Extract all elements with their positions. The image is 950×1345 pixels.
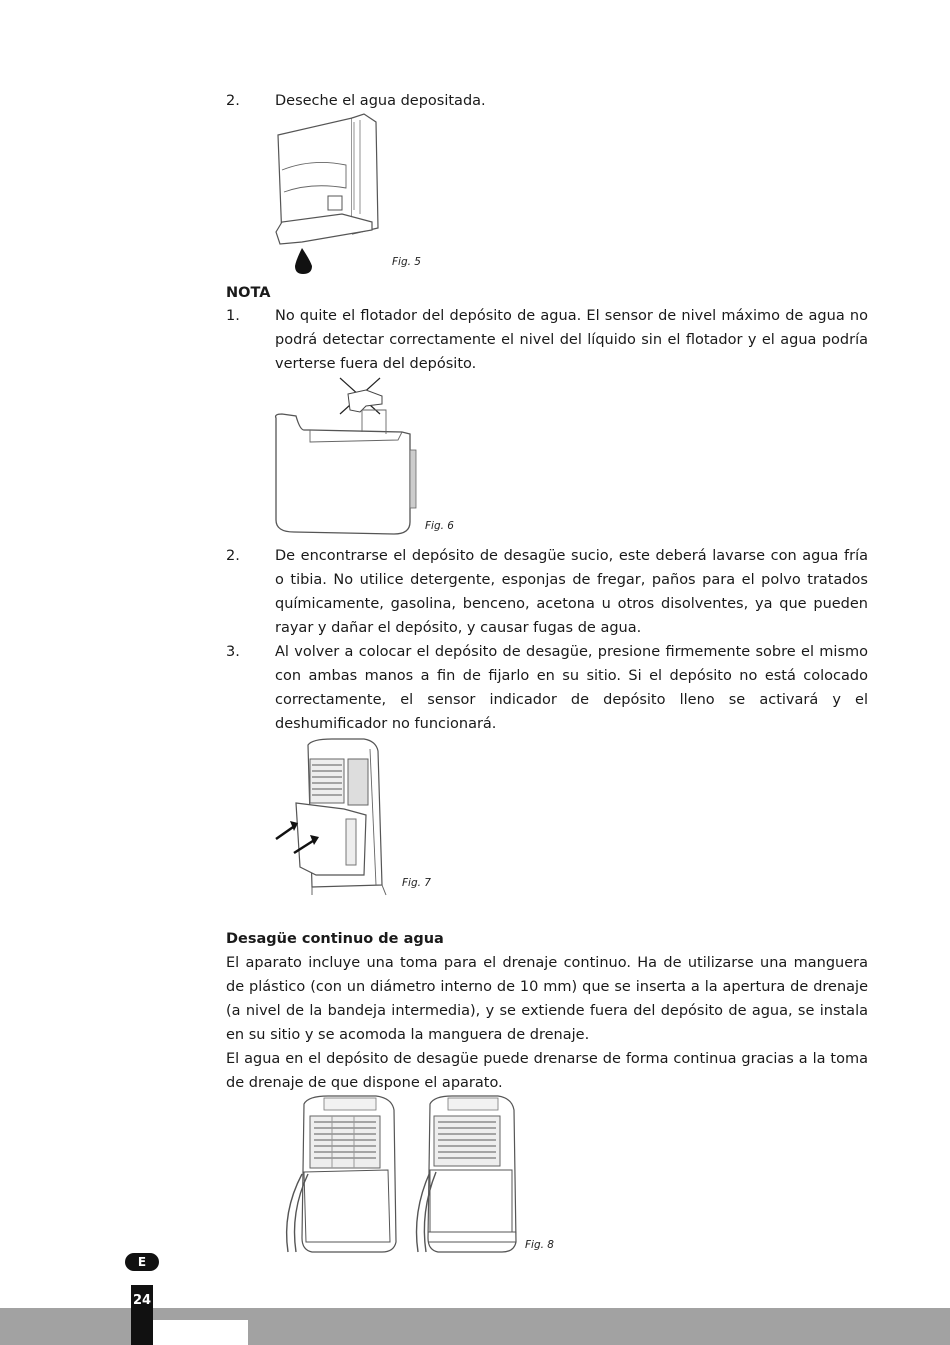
fig5-illustration [272, 110, 387, 275]
step-text: Deseche el agua depositada. [275, 93, 486, 109]
fig6-illustration [270, 374, 420, 539]
step-number: 2. [226, 93, 240, 109]
nota-item-number: 3. [226, 644, 240, 660]
section-paragraph: El agua en el depósito de desagüe puede drenarse de forma continua gracias a la toma de drenaje de que dispone el aparato. [226, 1051, 868, 1091]
fig6-caption: Fig. 6 [425, 520, 454, 532]
nota-item-number: 2. [226, 548, 240, 564]
nota-item-number: 1. [226, 308, 240, 324]
fig8-caption: Fig. 8 [525, 1239, 554, 1251]
section-paragraph: El aparato incluye una toma para el drenaje continuo. Ha de utilizarse una manguera de plástico (con un diámetro interno de 10 mm) que se inserta a la apertura de drenaje (a nivel de la bandeja intermedia), y se extiende fuera del depósito de agua, se instala en su sitio y se acomoda la manguera de drenaje. [226, 955, 868, 1043]
page-number: 24 [132, 1293, 152, 1308]
fig5-caption: Fig. 5 [392, 256, 421, 268]
nota-item-text: Al volver a colocar el depósito de desagüe, presione firmemente sobre el mismo con ambas manos a fin de fijarlo en su sitio. Si el depósito no está colocado correctamente, el sensor indicador de depósito lleno se activará y el deshumificador no funcionará. [275, 644, 868, 732]
nota-item-text: De encontrarse el depósito de desagüe sucio, este deberá lavarse con agua fría o tibia. No utilice detergente, esponjas de fregar, paños para el polvo tratados químicamente, gasolina, benceno, acetona u otros disolventes, ya que pueden rayar y dañar el depósito, y causar fugas de agua. [275, 548, 868, 636]
section-heading: Desagüe continuo de agua [226, 931, 444, 947]
fig7-caption: Fig. 7 [402, 877, 431, 889]
nota-item-text: No quite el flotador del depósito de agua. El sensor de nivel máximo de agua no podrá detectar correctamente el nivel del líquido sin el flotador y el agua podría verterse fuera del depósito. [275, 308, 868, 372]
nota-heading: NOTA [226, 285, 271, 301]
language-badge: E [125, 1253, 159, 1271]
fig8-illustration [272, 1092, 522, 1257]
footer-white-block [153, 1320, 248, 1345]
fig7-illustration [272, 735, 397, 900]
